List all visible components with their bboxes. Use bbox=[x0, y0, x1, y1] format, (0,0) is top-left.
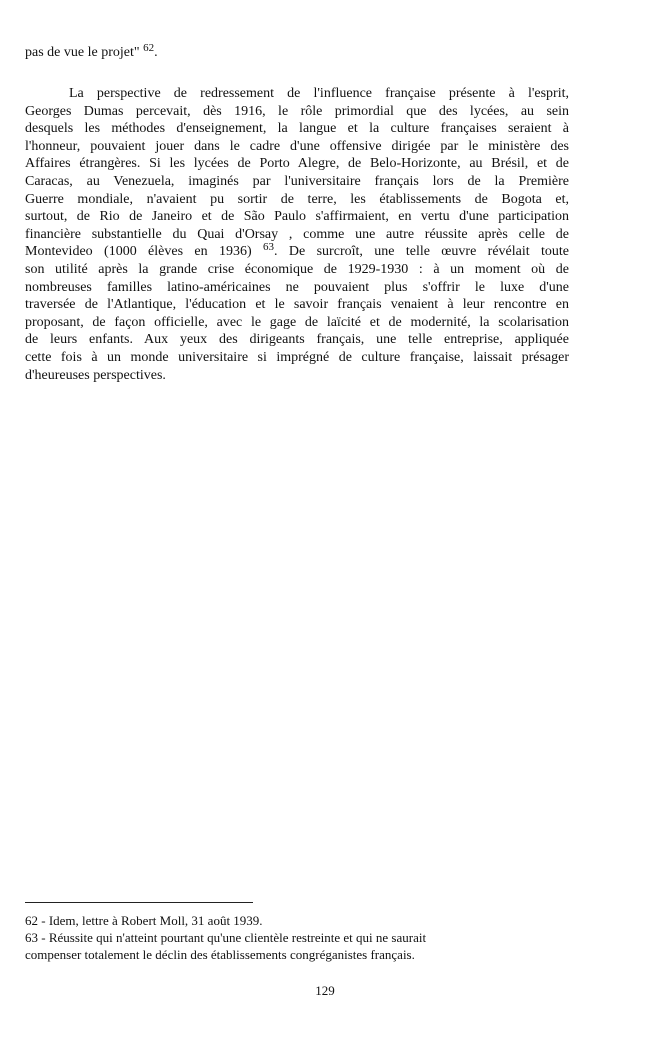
footnote-63: 63 - Réussite qui n'atteint pourtant qu'une clientèle restreinte et qui ne saurait bbox=[25, 930, 427, 945]
footnote-62: 62 - Idem, lettre à Robert Moll, 31 août 1939. bbox=[25, 913, 263, 928]
paragraph-line: de leurs enfants. Aux yeux des dirigeants français, une telle entreprise, appliquée bbox=[25, 332, 569, 348]
paragraph-line: d'heureuses perspectives. bbox=[25, 367, 166, 383]
line-text: Montevideo (1000 élèves en 1936) bbox=[25, 244, 252, 260]
paragraph-line: proposant, de façon officielle, avec le gage de laïcité et de modernité, la scolarisation bbox=[25, 314, 569, 330]
carryover-text: pas de vue le projet" bbox=[25, 45, 140, 60]
paragraph-line: nombreuses familles latino-américaines ne pouvaient plus s'offrir le luxe d'une bbox=[25, 279, 569, 295]
page-number: 129 bbox=[315, 983, 335, 998]
paragraph-line: Guerre mondiale, n'avaient pu sortir de terre, les établissements de Bogota et, bbox=[25, 191, 569, 207]
paragraph-line: Caracas, au Venezuela, imaginés par l'universitaire français lors de la Première bbox=[25, 173, 569, 189]
line-text-after: . De surcroît, une telle œuvre révélait toute bbox=[274, 244, 569, 260]
body-paragraph bbox=[25, 85, 569, 384]
paragraph-line: desquels les méthodes d'enseignement, la langue et la culture françaises seraient à bbox=[25, 121, 569, 137]
footnotes bbox=[25, 912, 545, 963]
paragraph-line: surtout, de Rio de Janeiro et de São Paulo s'affirmaient, en vertu d'une participation bbox=[25, 209, 569, 225]
paragraph-line: traversée de l'Atlantique, l'éducation et le savoir français venaient à leur rencontre en bbox=[25, 297, 569, 313]
footnote-63-continued: compenser totalement le déclin des établissements congréganistes français. bbox=[25, 947, 415, 962]
paragraph-line: La perspective de redressement de l'influence française présente à l'esprit, bbox=[69, 86, 569, 101]
paragraph-line: Affaires étrangères. Si les lycées de Porto Alegre, de Belo-Horizonte, au Brésil, et de bbox=[25, 156, 569, 172]
carryover-trail: . bbox=[154, 45, 158, 60]
paragraph-line: Georges Dumas percevait, dès 1916, le rôle primordial que des lycées, au sein bbox=[25, 103, 569, 119]
paragraph-line: son utilité après la grande crise économique de 1929-1930 : à un moment où de bbox=[25, 261, 569, 277]
footnote-ref-63: 63 bbox=[263, 241, 275, 254]
paragraph-line-with-note bbox=[25, 243, 569, 261]
footnote-ref-62: 62 bbox=[143, 42, 155, 54]
footnote-separator bbox=[25, 902, 253, 903]
carryover-line bbox=[25, 44, 158, 61]
paragraph-line: cette fois à un monde universitaire si imprégné de culture française, laissait présager bbox=[25, 349, 569, 365]
paragraph-line: l'honneur, pouvaient jouer dans le cadre d'une offensive dirigée par le ministère des bbox=[25, 138, 569, 154]
paragraph-line: financière substantielle du Quai d'Orsay , comme une autre réussite après celle de bbox=[25, 226, 569, 242]
